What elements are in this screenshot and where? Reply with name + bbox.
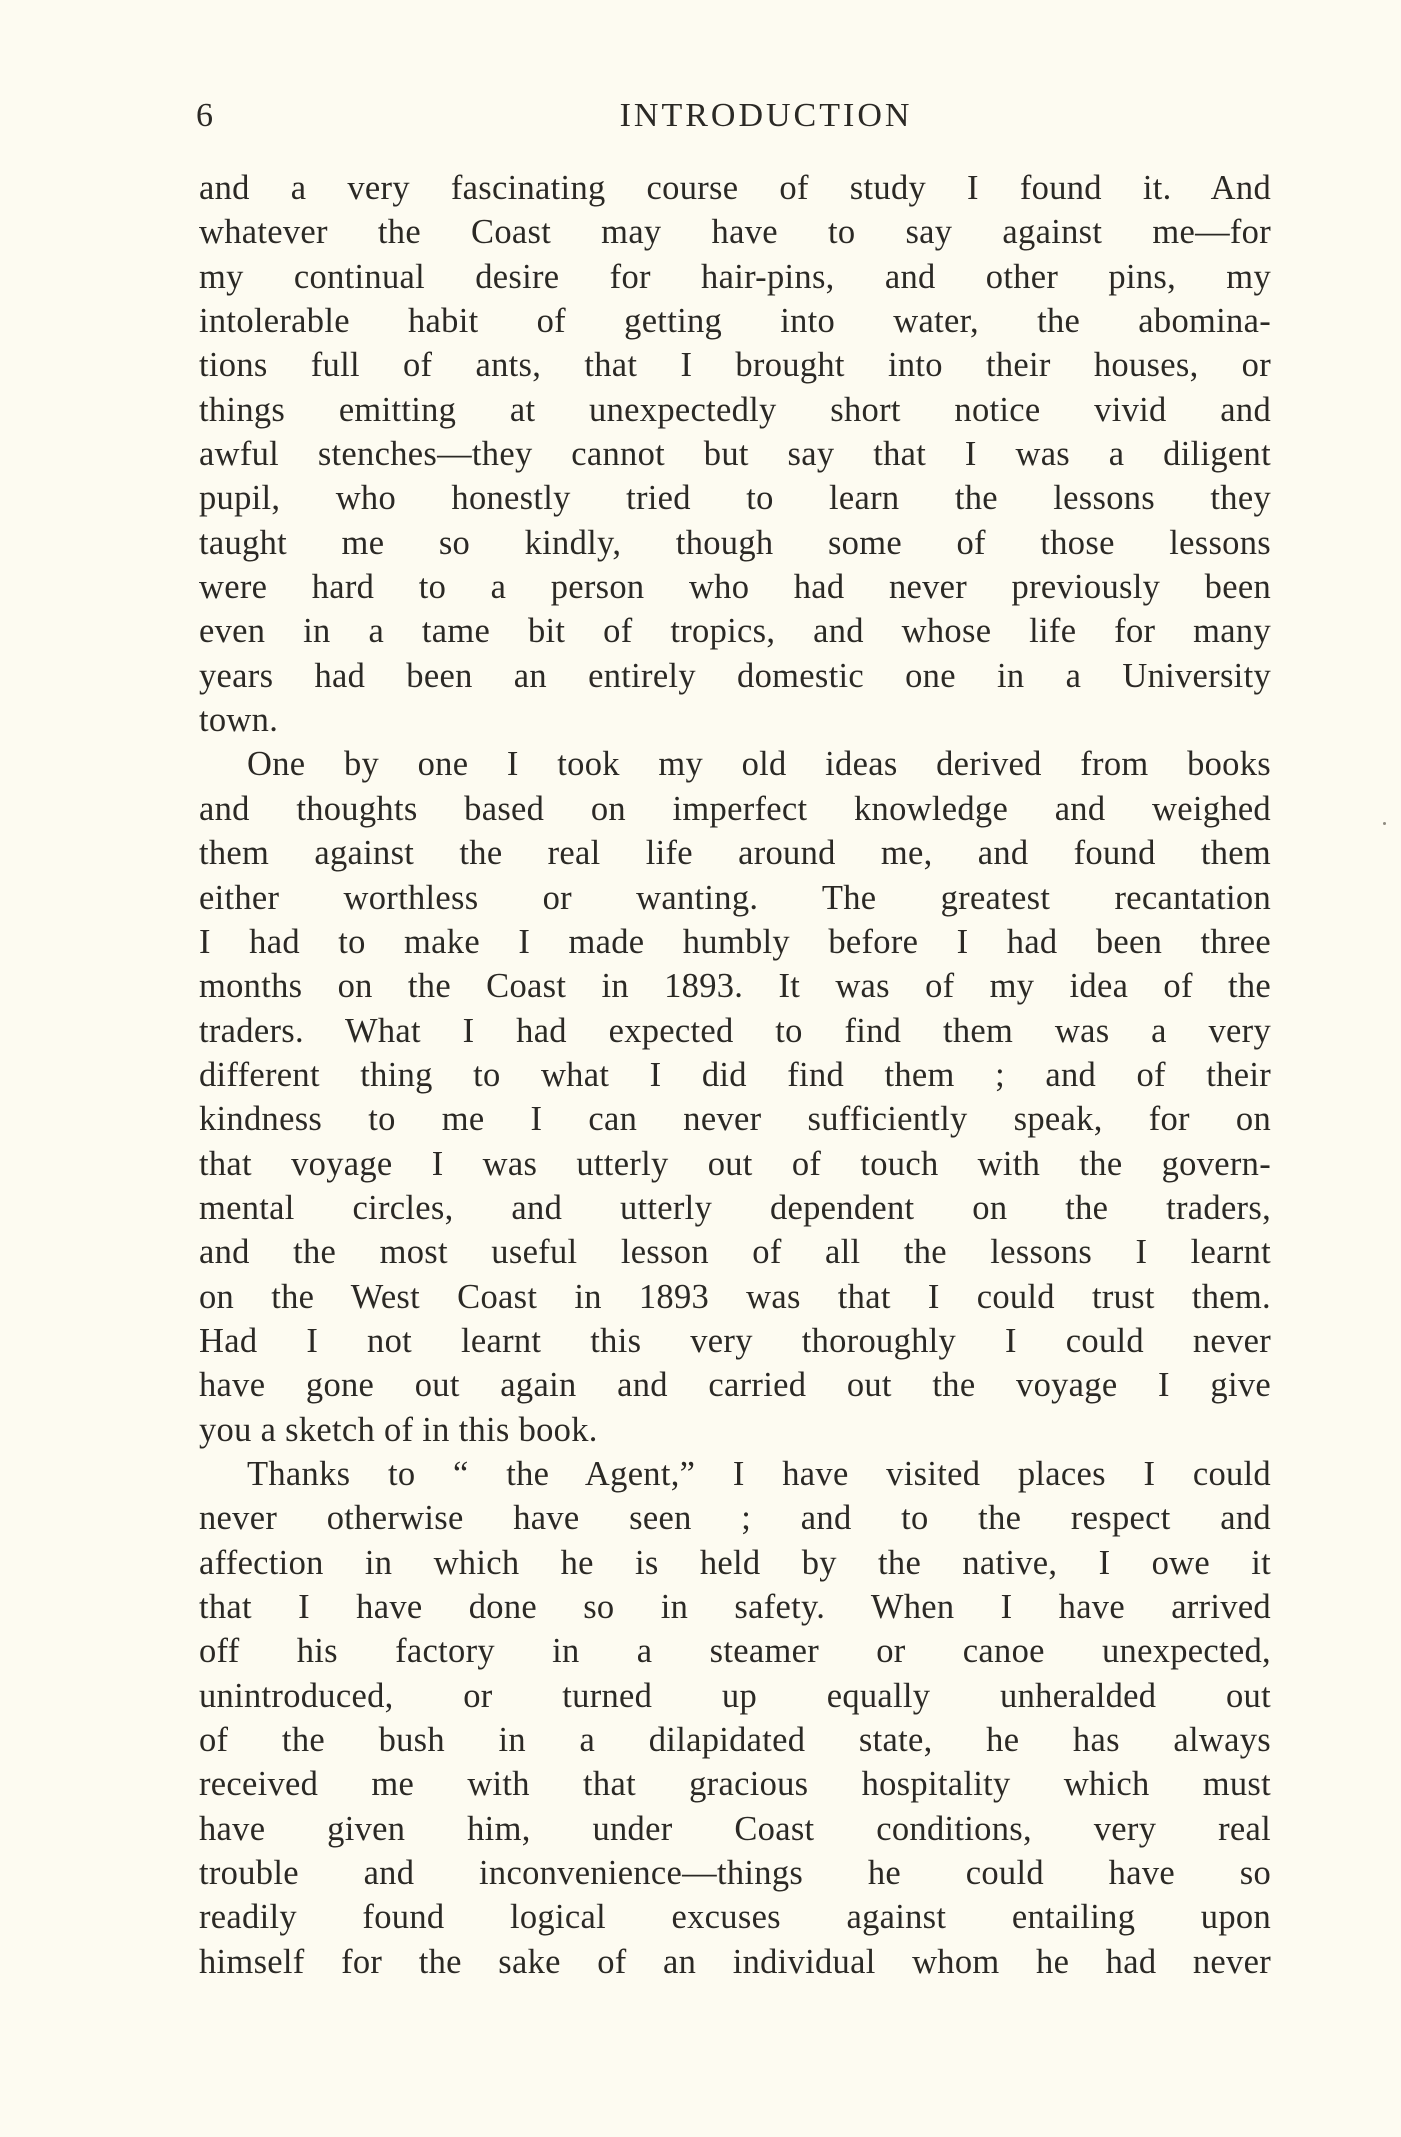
text-line: years had been an entirely domestic one in a University xyxy=(199,656,1271,695)
text-line: unintroduced, or turned up equally unheralded out xyxy=(199,1676,1271,1715)
text-line: I had to make I made humbly before I had been three xyxy=(199,922,1271,961)
text-line: kindness to me I can never sufficiently speak, for on xyxy=(199,1100,1271,1139)
text-line: off his factory in a steamer or canoe unexpected, xyxy=(199,1632,1271,1671)
text-line: and thoughts based on imperfect knowledge and weighed xyxy=(199,789,1271,828)
text-line: pupil, who honestly tried to learn the lessons they xyxy=(199,479,1271,518)
page-number: 6 xyxy=(196,97,214,134)
text-line: Thanks to “ the Agent,” I have visited places I could xyxy=(247,1454,1271,1493)
text-line: different thing to what I did find them ; and of their xyxy=(199,1055,1271,1094)
text-line: affection in which he is held by the native, I owe it xyxy=(199,1543,1271,1582)
text-line: traders. What I had expected to find them was a very xyxy=(199,1011,1271,1050)
text-line: town. xyxy=(199,701,279,740)
text-line: things emitting at unexpectedly short notice vivid and xyxy=(199,390,1271,429)
text-line: One by one I took my old ideas derived from books xyxy=(247,745,1271,784)
text-line: of the bush in a dilapidated state, he has always xyxy=(199,1721,1271,1760)
text-line: were hard to a person who had never previously been xyxy=(199,568,1271,607)
text-line: have gone out again and carried out the voyage I give xyxy=(199,1366,1271,1405)
text-line: taught me so kindly, though some of those lessons xyxy=(199,523,1271,562)
body-text xyxy=(199,166,1271,1984)
text-line: intolerable habit of getting into water, the abomina- xyxy=(199,302,1271,341)
text-line: received me with that gracious hospitality which must xyxy=(199,1765,1271,1804)
paper-speck xyxy=(1383,822,1386,825)
text-line: have given him, under Coast conditions, very real xyxy=(199,1809,1271,1848)
text-line: on the West Coast in 1893 was that I could trust them. xyxy=(199,1277,1271,1316)
text-line: himself for the sake of an individual whom he had never xyxy=(199,1942,1271,1981)
text-line: my continual desire for hair-pins, and other pins, my xyxy=(199,257,1271,296)
text-line: that voyage I was utterly out of touch with the govern- xyxy=(199,1144,1271,1183)
text-line: tions full of ants, that I brought into their houses, or xyxy=(199,346,1271,385)
running-head: INTRODUCTION xyxy=(619,97,913,134)
text-line: awful stenches—they cannot but say that I was a diligent xyxy=(199,435,1271,474)
text-line: either worthless or wanting. The greatest recantation xyxy=(199,878,1271,917)
text-line: even in a tame bit of tropics, and whose life for many xyxy=(199,612,1271,651)
text-line: and the most useful lesson of all the lessons I learnt xyxy=(199,1233,1271,1272)
text-line: readily found logical excuses against entailing upon xyxy=(199,1898,1271,1937)
text-line: you a sketch of in this book. xyxy=(199,1410,598,1449)
text-line: that I have done so in safety. When I have arrived xyxy=(199,1588,1271,1626)
text-line: them against the real life around me, and found them xyxy=(199,834,1271,873)
text-line: and a very fascinating course of study I found it. And xyxy=(199,169,1271,207)
text-line: trouble and inconvenience—things he could have so xyxy=(199,1854,1271,1893)
text-line: Had I not learnt this very thoroughly I could never xyxy=(199,1321,1271,1360)
text-line: whatever the Coast may have to say against me—for xyxy=(199,213,1271,252)
page-header xyxy=(196,96,1276,146)
text-line: months on the Coast in 1893. It was of my idea of the xyxy=(199,967,1271,1006)
text-line: mental circles, and utterly dependent on the traders, xyxy=(199,1188,1271,1227)
text-line: never otherwise have seen ; and to the respect and xyxy=(199,1499,1271,1538)
